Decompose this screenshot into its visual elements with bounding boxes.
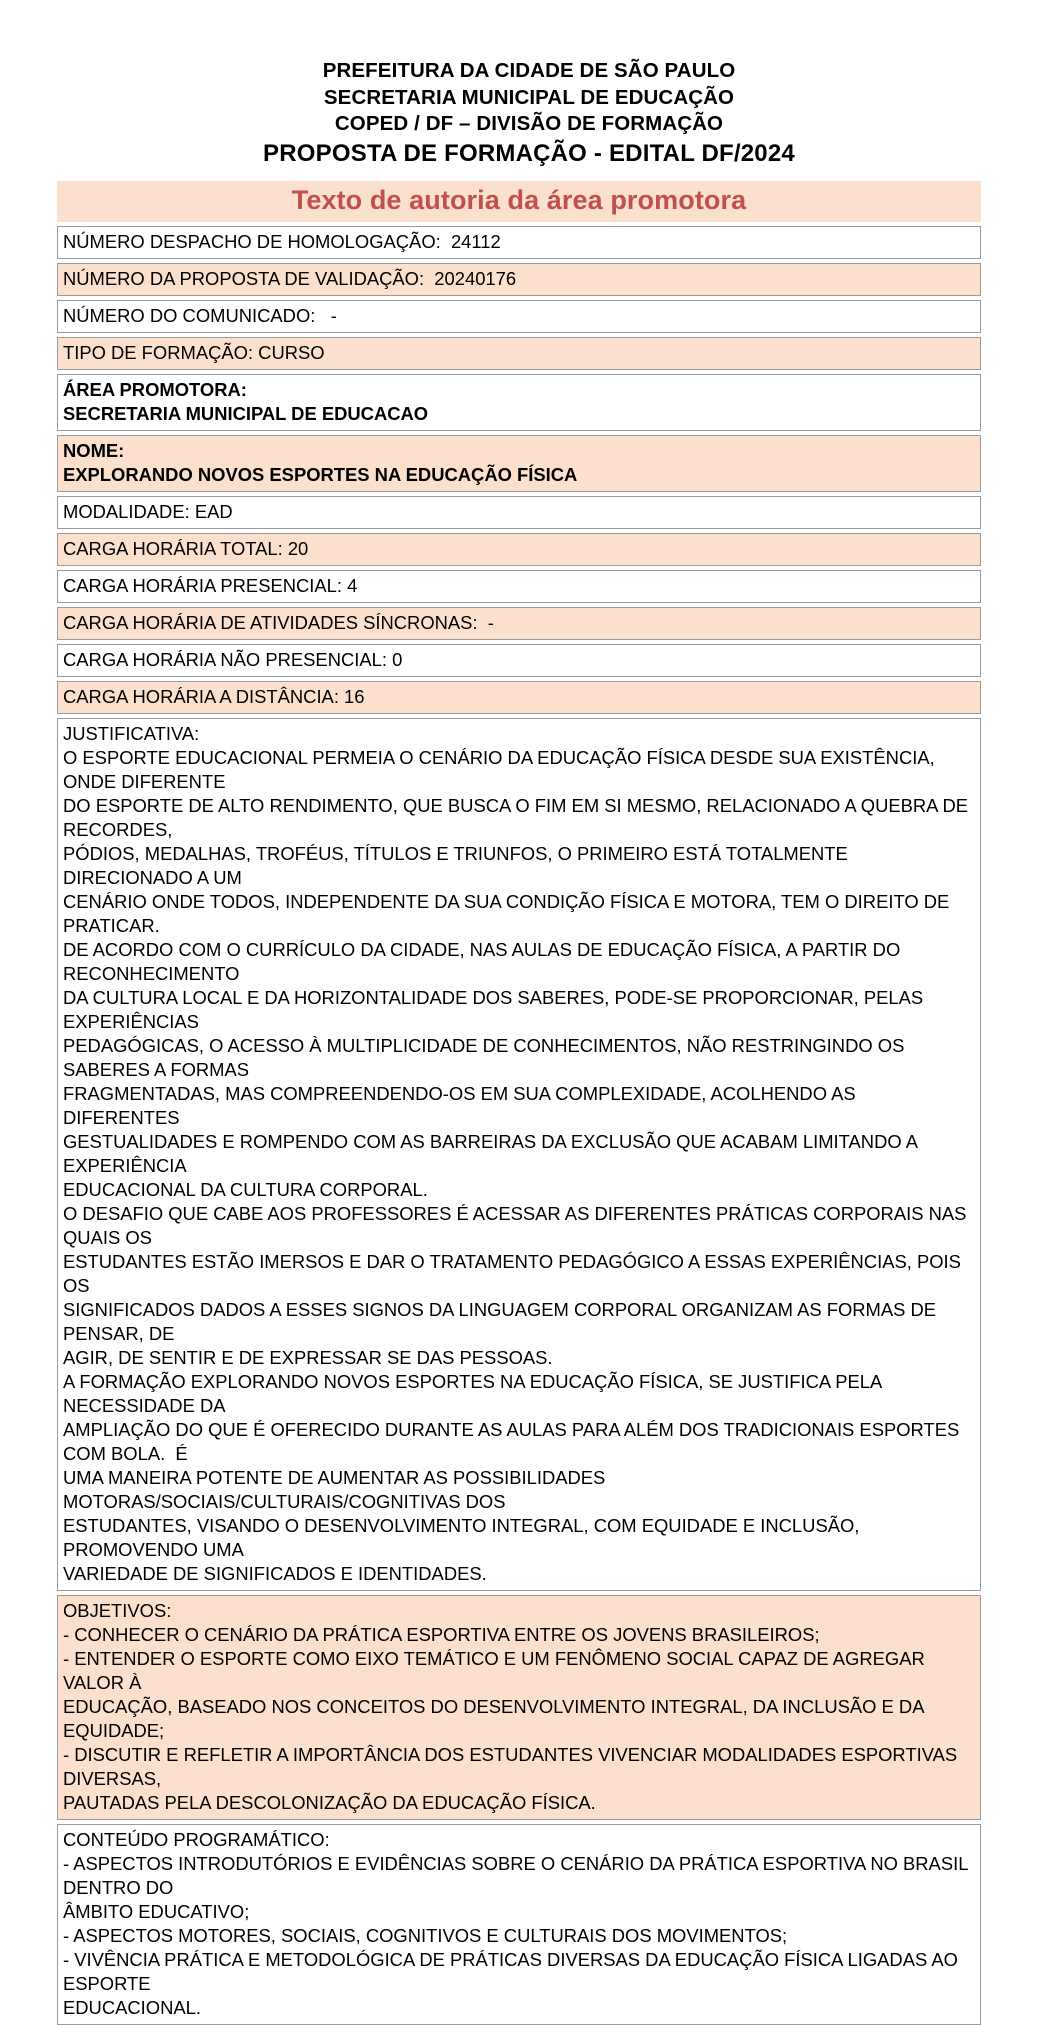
form-row-objetivos	[57, 1595, 981, 1820]
text-line: EDUCAÇÃO, BASEADO NOS CONCEITOS DO DESENVOLVIMENTO INTEGRAL, DA INCLUSÃO E DA EQUIDADE;	[63, 1696, 929, 1741]
text-line: FRAGMENTADAS, MAS COMPREENDENDO-OS EM SUA COMPLEXIDADE, ACOLHENDO AS DIFERENTES	[63, 1083, 861, 1128]
text-line: CARGA HORÁRIA NÃO PRESENCIAL: 0	[63, 649, 403, 670]
text-line: SECRETARIA MUNICIPAL DE EDUCACAO	[63, 403, 429, 424]
text-line: A FORMAÇÃO EXPLORANDO NOVOS ESPORTES NA EDUCAÇÃO FÍSICA, SE JUSTIFICA PELA NECESSIDADE DA	[63, 1371, 887, 1416]
text-line: ESTUDANTES ESTÃO IMERSOS E DAR O TRATAMENTO PEDAGÓGICO A ESSAS EXPERIÊNCIAS, POIS OS	[63, 1251, 967, 1296]
form-cell-numero-proposta-validacao	[57, 263, 981, 296]
text-line: CARGA HORÁRIA TOTAL: 20	[63, 538, 309, 559]
text-line: AMPLIAÇÃO DO QUE É OFERECIDO DURANTE AS AULAS PARA ALÉM DOS TRADICIONAIS ESPORTES COM BOLA. É	[63, 1419, 965, 1464]
form-cell-carga-horaria-atividades-sincronas	[57, 607, 981, 640]
form-cell-nome	[57, 435, 981, 492]
document-header	[0, 0, 1058, 169]
text-line: - VIVÊNCIA PRÁTICA E METODOLÓGICA DE PRÁTICAS DIVERSAS DA EDUCAÇÃO FÍSICA LIGADAS AO ESPORTE	[63, 1949, 964, 1994]
form-cell-justificativa	[57, 718, 981, 1591]
form-cell-carga-horaria-a-distancia	[57, 681, 981, 714]
form-row-carga-horaria-total	[57, 533, 981, 566]
proposta-form-table	[57, 181, 981, 2025]
header-line-prefeitura: PREFEITURA DA CIDADE DE SÃO PAULO	[322, 59, 736, 82]
text-line: NÚMERO DA PROPOSTA DE VALIDAÇÃO: 20240176	[63, 268, 517, 289]
form-cell-numero-comunicado	[57, 300, 981, 333]
banner-label: Texto de autoria da área promotora	[291, 185, 747, 215]
text-line: EDUCACIONAL DA CULTURA CORPORAL.	[63, 1179, 428, 1200]
text-line: NÚMERO DESPACHO DE HOMOLOGAÇÃO: 24112	[63, 231, 501, 252]
form-row-tipo-de-formacao	[57, 337, 981, 370]
text-line: NOME:	[63, 440, 125, 461]
text-line: ESTUDANTES, VISANDO O DESENVOLVIMENTO INTEGRAL, COM EQUIDADE E INCLUSÃO, PROMOVENDO UMA	[63, 1515, 865, 1560]
form-cell-tipo-de-formacao	[57, 337, 981, 370]
text-line: EXPLORANDO NOVOS ESPORTES NA EDUCAÇÃO FÍSICA	[63, 464, 578, 485]
form-cell-objetivos	[57, 1595, 981, 1820]
form-cell-carga-horaria-presencial	[57, 570, 981, 603]
banner-row	[57, 181, 981, 222]
text-line: - CONHECER O CENÁRIO DA PRÁTICA ESPORTIVA ENTRE OS JOVENS BRASILEIROS;	[63, 1624, 820, 1645]
form-cell-conteudo-programatico	[57, 1824, 981, 2025]
form-row-nome	[57, 435, 981, 492]
text-line: AGIR, DE SENTIR E DE EXPRESSAR SE DAS PESSOAS.	[63, 1347, 553, 1368]
text-line: - DISCUTIR E REFLETIR A IMPORTÂNCIA DOS ESTUDANTES VIVENCIAR MODALIDADES ESPORTIVAS DIVERSAS,	[63, 1744, 963, 1789]
form-row-area-promotora	[57, 374, 981, 431]
form-row-carga-horaria-atividades-sincronas	[57, 607, 981, 640]
header-line-coped: COPED / DF – DIVISÃO DE FORMAÇÃO	[334, 112, 724, 135]
form-cell-carga-horaria-nao-presencial	[57, 644, 981, 677]
form-row-numero-proposta-validacao	[57, 263, 981, 296]
form-row-modalidade	[57, 496, 981, 529]
text-line: - ASPECTOS INTRODUTÓRIOS E EVIDÊNCIAS SOBRE O CENÁRIO DA PRÁTICA ESPORTIVA NO BRASIL DENTRO DO	[63, 1853, 973, 1898]
text-line: UMA MANEIRA POTENTE DE AUMENTAR AS POSSIBILIDADES MOTORAS/SOCIAIS/CULTURAIS/COGNITIVAS DOS	[63, 1467, 611, 1512]
text-line: CENÁRIO ONDE TODOS, INDEPENDENTE DA SUA CONDIÇÃO FÍSICA E MOTORA, TEM O DIREITO DE PRATICAR.	[63, 891, 955, 936]
form-row-carga-horaria-presencial	[57, 570, 981, 603]
header-line-secretaria: SECRETARIA MUNICIPAL DE EDUCAÇÃO	[323, 85, 735, 109]
form-row-carga-horaria-a-distancia	[57, 681, 981, 714]
text-line: GESTUALIDADES E ROMPENDO COM AS BARREIRAS DA EXCLUSÃO QUE ACABAM LIMITANDO A EXPERIÊNCIA	[63, 1131, 923, 1176]
form-table-body	[57, 181, 981, 2025]
form-row-conteudo-programatico	[57, 1824, 981, 2025]
document-title: PROPOSTA DE FORMAÇÃO - EDITAL DF/2024	[263, 139, 795, 167]
form-row-justificativa	[57, 718, 981, 1591]
text-line: PEDAGÓGICAS, O ACESSO À MULTIPLICIDADE DE CONHECIMENTOS, NÃO RESTRINGINDO OS SABERES A FORMAS	[63, 1035, 910, 1080]
form-cell-numero-despacho-homologacao	[57, 226, 981, 259]
text-line: - ASPECTOS MOTORES, SOCIAIS, COGNITIVOS E CULTURAIS DOS MOVIMENTOS;	[63, 1925, 788, 1946]
text-line: CARGA HORÁRIA PRESENCIAL: 4	[63, 575, 358, 596]
form-row-numero-comunicado	[57, 300, 981, 333]
text-line: TIPO DE FORMAÇÃO: CURSO	[63, 342, 325, 363]
text-line: CONTEÚDO PROGRAMÁTICO:	[63, 1829, 330, 1850]
banner-cell	[57, 181, 981, 222]
text-line: O ESPORTE EDUCACIONAL PERMEIA O CENÁRIO DA EDUCAÇÃO FÍSICA DESDE SUA EXISTÊNCIA, ONDE DIFERENTE	[63, 747, 940, 792]
text-line: - ENTENDER O ESPORTE COMO EIXO TEMÁTICO E UM FENÔMENO SOCIAL CAPAZ DE AGREGAR VALOR À	[63, 1648, 930, 1693]
text-line: JUSTIFICATIVA:	[63, 723, 200, 744]
text-line: O DESAFIO QUE CABE AOS PROFESSORES É ACESSAR AS DIFERENTES PRÁTICAS CORPORAIS NAS QUAIS OS	[63, 1203, 972, 1248]
text-line: NÚMERO DO COMUNICADO: -	[63, 305, 337, 326]
text-line: PÓDIOS, MEDALHAS, TROFÉUS, TÍTULOS E TRIUNFOS, O PRIMEIRO ESTÁ TOTALMENTE DIRECIONADO A UM	[63, 843, 853, 888]
text-line: ÁREA PROMOTORA:	[63, 379, 247, 400]
text-line: DE ACORDO COM O CURRÍCULO DA CIDADE, NAS AULAS DE EDUCAÇÃO FÍSICA, A PARTIR DO RECONHECIMENTO	[63, 939, 906, 984]
text-line: CARGA HORÁRIA A DISTÂNCIA: 16	[63, 686, 365, 707]
text-line: VARIEDADE DE SIGNIFICADOS E IDENTIDADES.	[63, 1563, 487, 1584]
form-cell-carga-horaria-total	[57, 533, 981, 566]
text-line: PAUTADAS PELA DESCOLONIZAÇÃO DA EDUCAÇÃO FÍSICA.	[63, 1792, 596, 1813]
text-line: SIGNIFICADOS DADOS A ESSES SIGNOS DA LINGUAGEM CORPORAL ORGANIZAM AS FORMAS DE PENSAR, DE	[63, 1299, 942, 1344]
text-line: ÂMBITO EDUCATIVO;	[63, 1901, 250, 1922]
text-line: DA CULTURA LOCAL E DA HORIZONTALIDADE DOS SABERES, PODE-SE PROPORCIONAR, PELAS EXPERIÊNCIAS	[63, 987, 929, 1032]
form-cell-modalidade	[57, 496, 981, 529]
form-row-numero-despacho-homologacao	[57, 226, 981, 259]
text-line: EDUCACIONAL.	[63, 1997, 201, 2018]
text-line: MODALIDADE: EAD	[63, 501, 233, 522]
text-line: DO ESPORTE DE ALTO RENDIMENTO, QUE BUSCA O FIM EM SI MESMO, RELACIONADO A QUEBRA DE RECORDES,	[63, 795, 974, 840]
form-row-carga-horaria-nao-presencial	[57, 644, 981, 677]
text-line: OBJETIVOS:	[63, 1600, 172, 1621]
form-cell-area-promotora	[57, 374, 981, 431]
text-line: CARGA HORÁRIA DE ATIVIDADES SÍNCRONAS: -	[63, 612, 494, 633]
